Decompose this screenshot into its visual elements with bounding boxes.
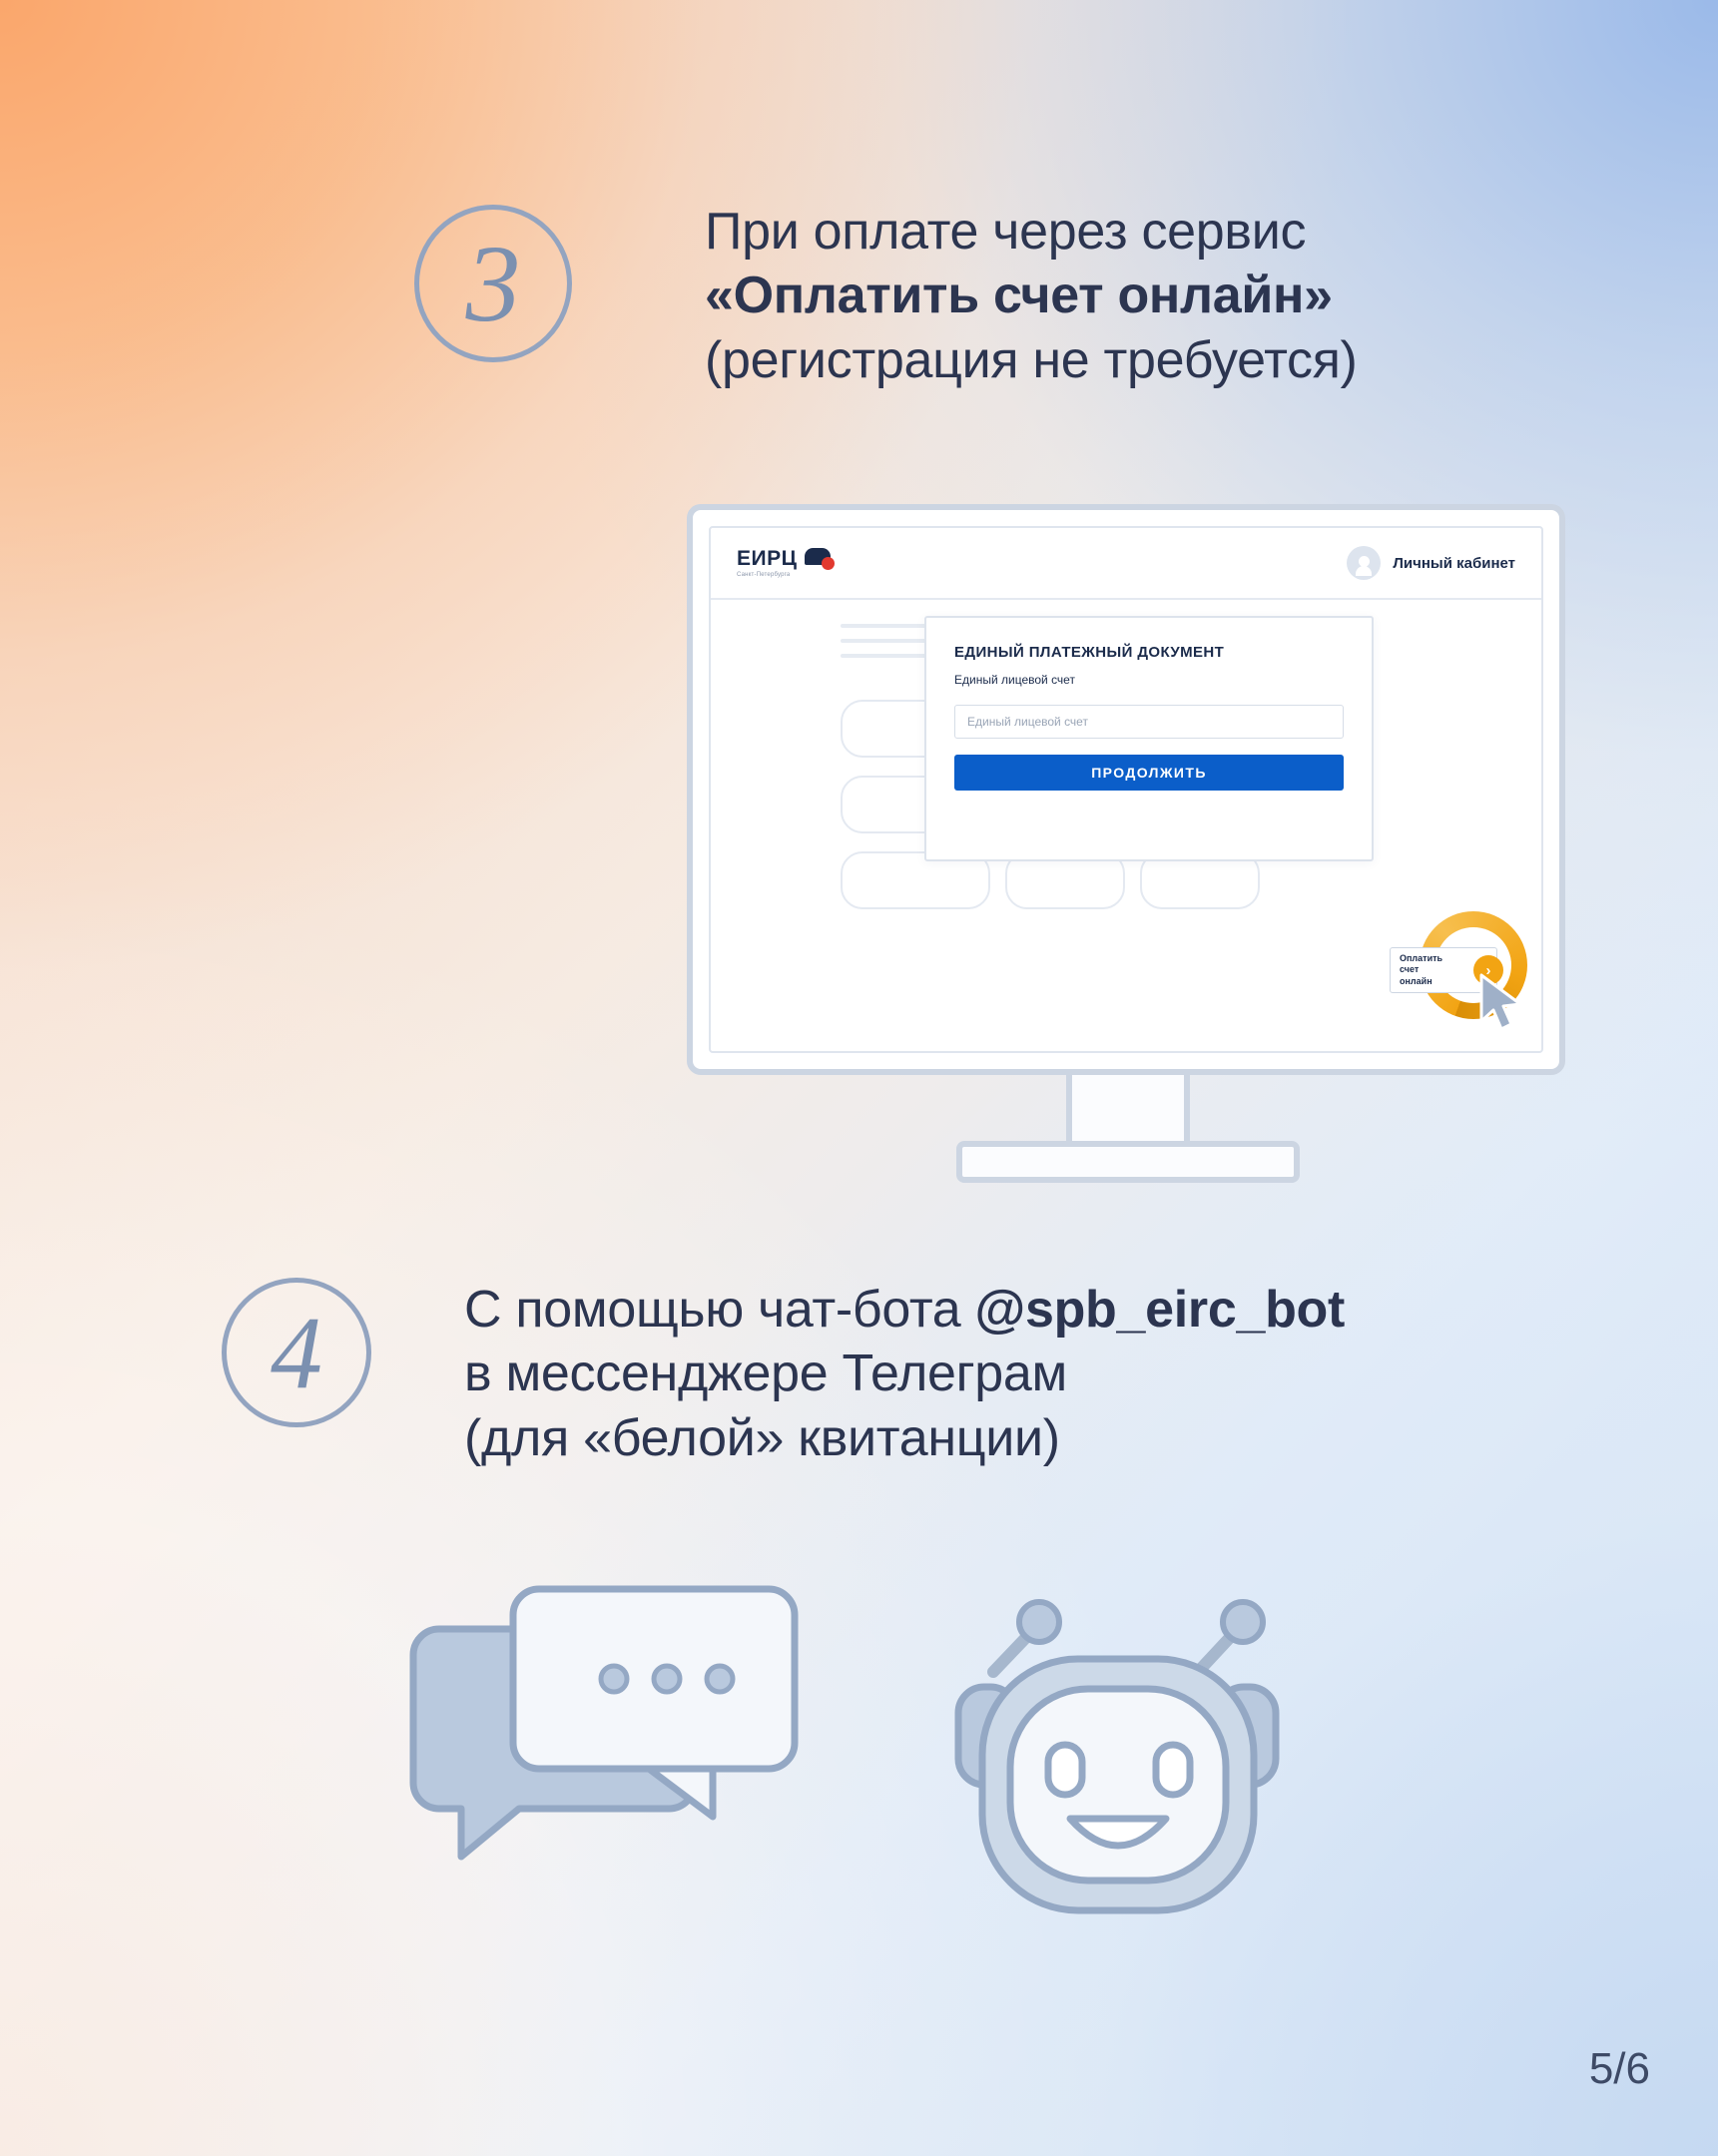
- typing-dot: [601, 1666, 627, 1692]
- monitor-illustration: [687, 504, 1565, 1183]
- modal-title: ЕДИНЫЙ ПЛАТЕЖНЫЙ ДОКУМЕНТ: [954, 644, 1225, 661]
- robot-eye: [1156, 1745, 1190, 1795]
- step-3-number: 3: [465, 222, 521, 344]
- chatbot-illustration-svg: [399, 1567, 1318, 1946]
- robot-icon: [958, 1602, 1276, 1910]
- avatar: [1347, 546, 1381, 580]
- robot-eye: [1048, 1745, 1082, 1795]
- bot-handle: @spb_eirc_bot: [974, 1281, 1346, 1339]
- payment-document-modal: [924, 616, 1374, 861]
- step-4-heading: [464, 1278, 1522, 1470]
- pay-widget-line-2: счет: [1400, 964, 1420, 975]
- chevron-right-icon[interactable]: ›: [1473, 955, 1503, 985]
- account-label: Личный кабинет: [1393, 554, 1515, 572]
- logo-subtext: Санкт-Петербурга: [737, 572, 791, 578]
- page-number: 5/6: [1588, 2044, 1650, 2093]
- step-4-number: 4: [271, 1295, 322, 1410]
- site-header: [711, 528, 1541, 600]
- step-3-heading-line-1: При оплате через сервис: [705, 203, 1307, 261]
- step-3-heading-line-3: (регистрация не требуется): [705, 330, 1358, 389]
- step-4-heading-line-3: (для «белой» квитанции): [464, 1408, 1060, 1467]
- logo-text: ЕИРЦ: [737, 547, 798, 570]
- typing-dot: [654, 1666, 680, 1692]
- monitor-frame: [687, 504, 1565, 1075]
- typing-dot: [707, 1666, 733, 1692]
- step-4-number-badge: [222, 1278, 371, 1427]
- pay-widget-line-3: онлайн: [1400, 975, 1432, 986]
- account-number-input[interactable]: [954, 705, 1344, 739]
- chatbot-illustration: [399, 1567, 1318, 1946]
- modal-subtitle: Единый лицевой счет: [954, 673, 1075, 687]
- step-3-number-badge: [414, 205, 572, 362]
- step-4-heading-prefix: С помощью чат-бота: [464, 1281, 975, 1339]
- pay-widget-line-1: Оплатить: [1400, 953, 1443, 964]
- continue-button[interactable]: ПРОДОЛЖИТЬ: [954, 755, 1344, 791]
- eirc-logo: [737, 548, 835, 578]
- pay-online-widget[interactable]: [1390, 911, 1529, 1031]
- step-3-heading-line-2: «Оплатить счет онлайн»: [705, 267, 1333, 325]
- step-3-heading: [705, 200, 1663, 392]
- monitor-stand-base: [956, 1141, 1300, 1183]
- step-4-heading-line-1: [464, 1278, 1522, 1342]
- monitor-stand-neck: [1066, 1075, 1190, 1147]
- monitor-screen: [709, 526, 1543, 1053]
- account-area[interactable]: [1347, 546, 1515, 580]
- mouse-cursor-icon: [1475, 973, 1535, 1037]
- user-icon: [1359, 556, 1370, 567]
- step-4-heading-line-2: в мессенджере Телеграм: [464, 1345, 1067, 1403]
- account-number-input-placeholder: Единый лицевой счет: [967, 715, 1088, 729]
- logo-bubble-icon: [805, 548, 835, 570]
